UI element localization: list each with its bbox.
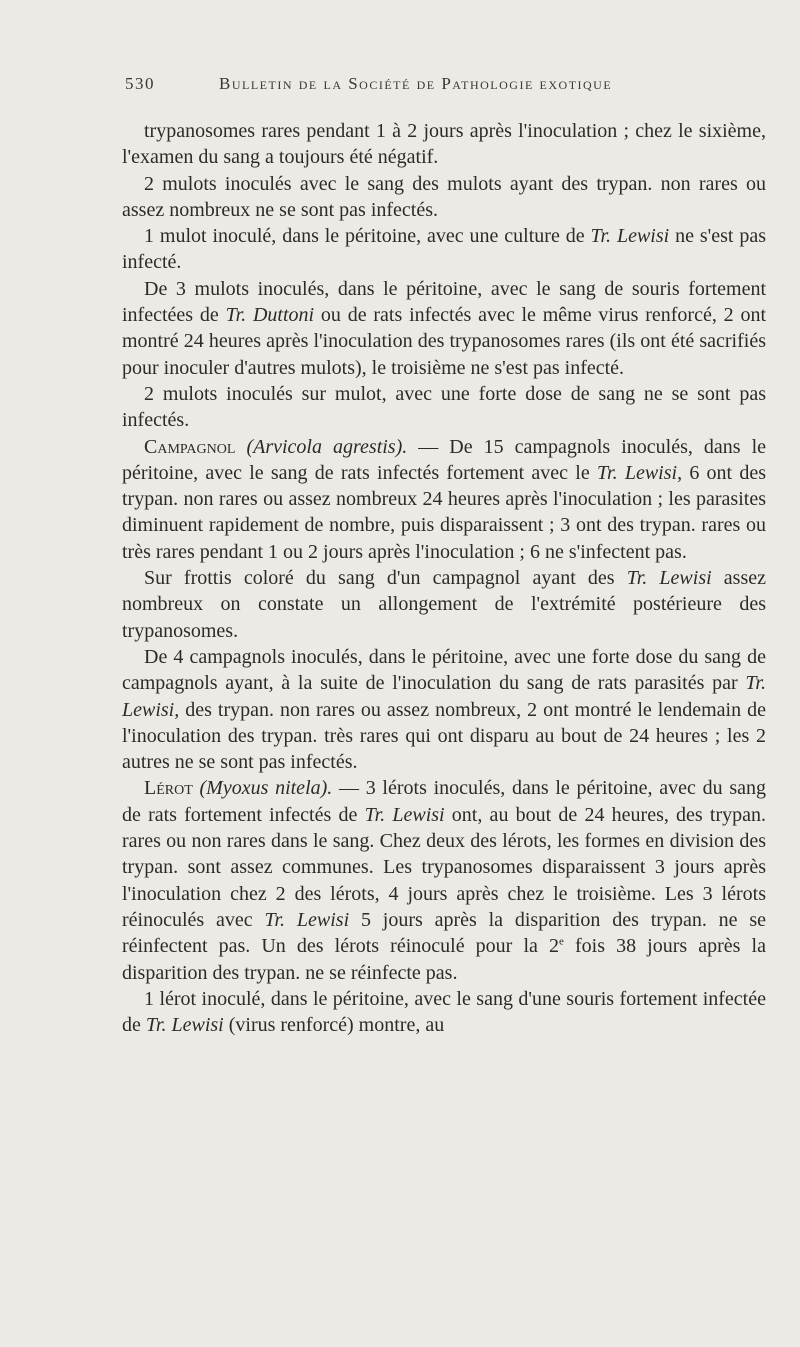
paragraph-1: trypanosomes rares pendant 1 à 2 jours après l'inoculation ; chez le sixième, l'examen du sang a toujours été négatif. — [122, 120, 766, 169]
paragraph-5: 2 mulots inoculés sur mulot, avec une forte dose de sang ne se sont pas infectés. — [122, 382, 766, 432]
species-name: Lewisi, — [122, 698, 180, 721]
paragraph-campagnol: Campagnol (Arvicola agrestis). — De 15 campagnols inoculés, dans le péritoine, avec le sang de rats infectés fortement avec le Tr. Lewisi, 6 ont des trypan. non rares ou assez nombreux 24 heures après l'inoculation ; les parasites diminuent rapidement de nombre, puis disparaissent ; 3 ont des trypan. rares ou très rares pendant 1 ou 2 jours après l'inoculation ; 6 ne s'infectent pas. — [122, 435, 767, 563]
paragraph-3: 1 mulot inoculé, dans le péritoine, avec une culture de Tr. Lewisi ne s'est pas infecté. — [122, 225, 766, 274]
ordinal-suffix: e — [558, 935, 564, 948]
species-name: Duttoni — [252, 304, 315, 327]
genus-abbrev: Tr. — [364, 803, 386, 826]
species-name: Lewisi — [171, 1014, 224, 1037]
paragraph-lerot: Lérot (Myoxus nitela). — 3 lérots inoculés, dans le péritoine, avec du sang de rats fortement infectés de Tr. Lewisi ont, au bout de 24 heures, des trypan. rares ou non rares dans le sang. Chez deux des lérots, les formes en division des trypan. sont assez communes. Les trypanosomes disparaissent 3 jours après l'inoculation chez 2 des lérots, 4 jours après chez le troisième. Les 3 lérots réinoculés avec Tr. Lewisi 5 jours après la disparition des trypan. ne se réinfectent pas. Un des lérots réinoculé pour la 2e fois 38 jours après la disparition des trypan. ne se réinfecte pas. — [122, 777, 767, 984]
genus-abbrev: Tr. — [145, 1014, 167, 1037]
species-name: Lewisi, — [624, 461, 683, 484]
paragraph-8: De 4 campagnols inoculés, dans le péritoine, avec une forte dose du sang de campagnols ayant, à la suite de l'inoculation du sang de rats parasités par Tr. Lewisi, des trypan. non rares ou assez nombreux, 2 ont montré le lendemain de l'inoculation des trypan. très rares qui ont disparu au bout de 24 heures ; les 2 autres ne se sont pas infectés. — [122, 645, 766, 774]
journal-title: Bulletin de la Société de Pathologie exotique — [219, 74, 613, 93]
species-name: Lewisi — [659, 567, 712, 590]
genus-abbrev: Tr. — [225, 304, 247, 327]
paragraph-2: 2 mulots inoculés avec le sang des mulots ayant des trypan. non rares ou assez nombreux ne se sont pas infectés. — [122, 172, 766, 221]
page-number: 530 — [125, 74, 155, 93]
genus-abbrev: Tr. — [626, 567, 648, 590]
genus-abbrev: Tr. — [596, 461, 618, 484]
genus-abbrev: Tr. — [264, 908, 286, 931]
genus-abbrev: Tr. — [590, 225, 612, 248]
genus-abbrev: Tr. — [745, 672, 766, 695]
species-name: Lewisi — [616, 225, 670, 248]
article-body — [122, 118, 766, 1038]
section-heading-campagnol: Campagnol — [144, 435, 236, 458]
species-name: Lewisi — [392, 803, 445, 826]
species-name: Lewisi — [296, 908, 350, 931]
paragraph-10: 1 lérot inoculé, dans le péritoine, avec le sang d'une souris fortement infectée de Tr. Lewisi (virus renforcé) montre, au — [122, 987, 766, 1037]
latin-name: (Arvicola agrestis). — [246, 435, 408, 458]
section-heading-lerot: Lérot — [144, 777, 193, 800]
latin-name: (Myoxus nitela). — [199, 777, 333, 800]
paragraph-4: De 3 mulots inoculés, dans le péritoine, avec le sang de souris fortement infectées de Tr. Duttoni ou de rats infectés avec le même virus renforcé, 2 ont montré 24 heures après l'inoculation des trypanosomes rares (ils ont été sacrifiés pour inoculer d'autres mulots), le troisième ne s'est pas infecté. — [122, 277, 766, 379]
paragraph-7: Sur frottis coloré du sang d'un campagnol ayant des Tr. Lewisi assez nombreux on constate un allongement de l'extrémité postérieure des trypanosomes. — [122, 567, 766, 642]
